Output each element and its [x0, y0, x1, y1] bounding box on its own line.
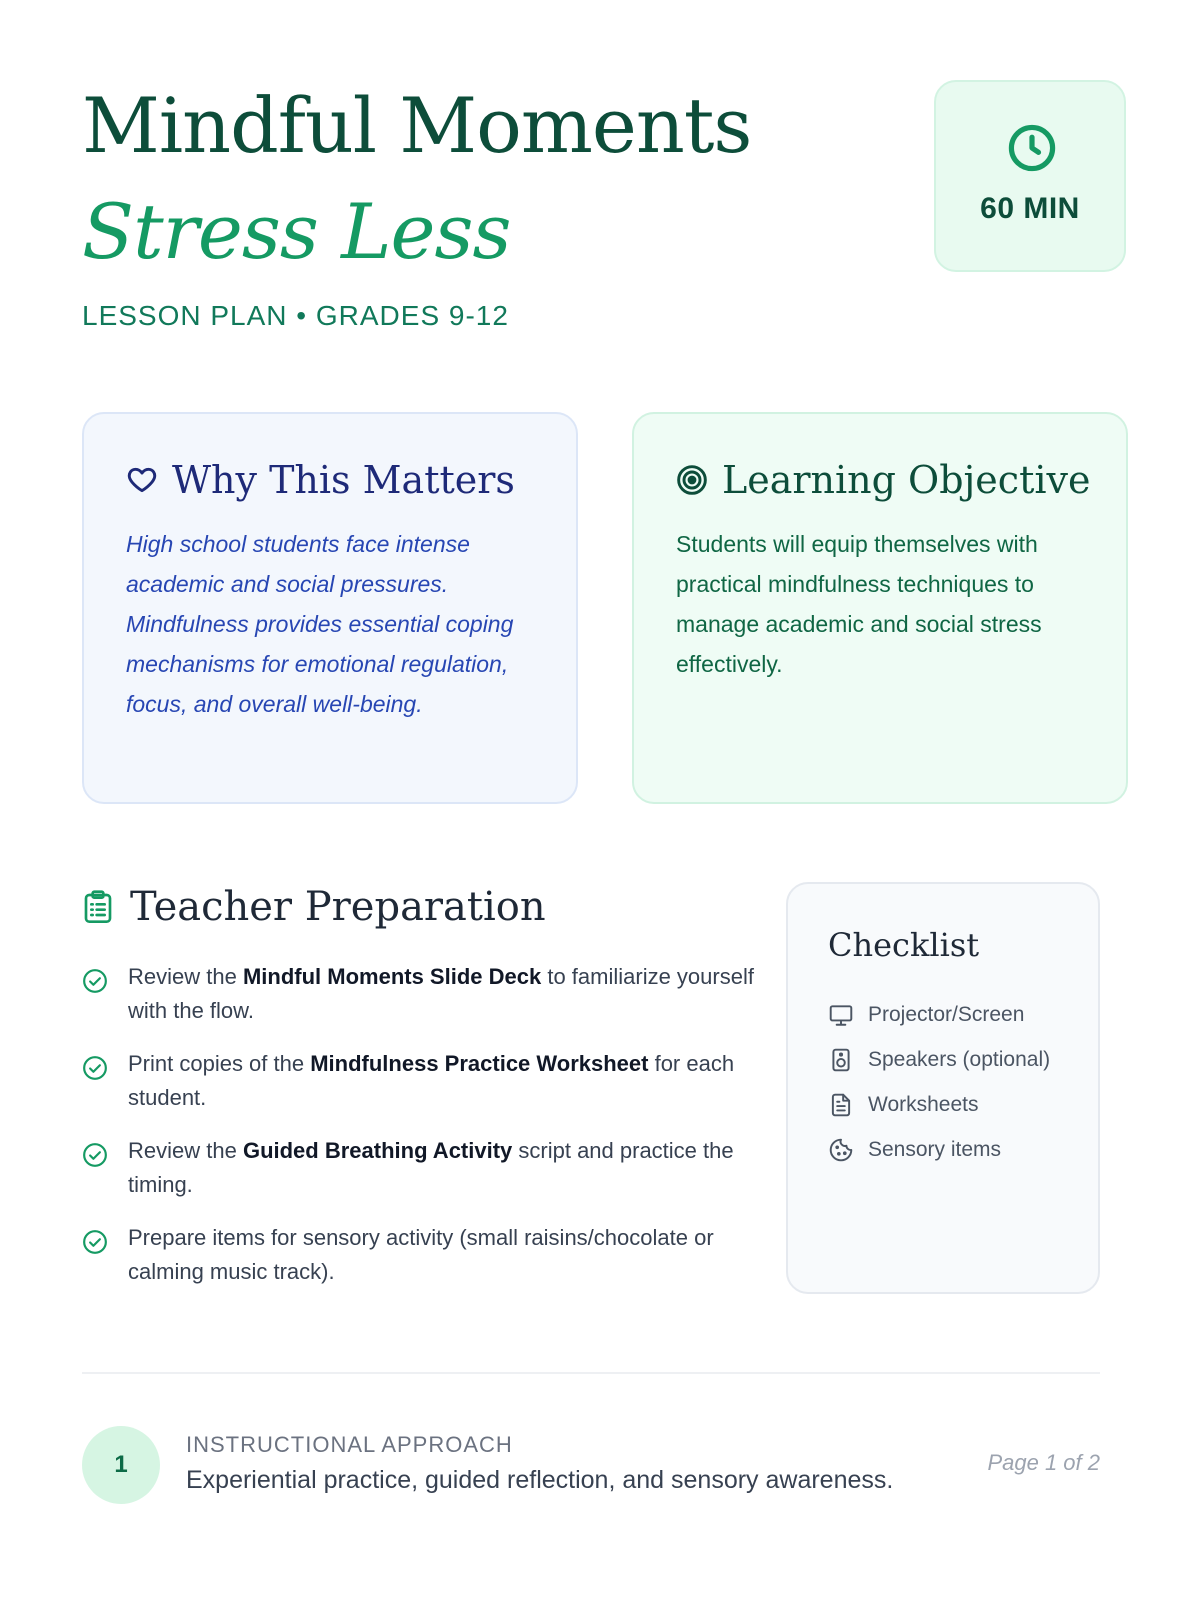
checklist — [828, 992, 1098, 1172]
why-this-matters-card — [82, 412, 578, 804]
why-this-matters-title: Why This Matters — [172, 458, 515, 502]
learning-objective-body: Students will equip themselves with practical mindfulness techniques to manage academic and social stress effectively. — [676, 531, 1042, 677]
list-item: Review the Guided Breathing Activity script and practice the timing. — [82, 1134, 772, 1202]
checklist-title: Checklist — [828, 926, 980, 964]
checklist-item: Speakers (optional) — [828, 1037, 1098, 1082]
check-circle-icon — [82, 1055, 108, 1081]
checklist-card — [786, 882, 1100, 1294]
lesson-meta: LESSON PLAN • GRADES 9-12 — [82, 300, 509, 331]
document-icon — [828, 1092, 854, 1118]
step-number-badge: 1 — [82, 1426, 160, 1504]
check-circle-icon — [82, 968, 108, 994]
duration-label: 60 MIN — [980, 192, 1080, 225]
footer-divider — [82, 1372, 1100, 1374]
checklist-item: Projector/Screen — [828, 992, 1098, 1037]
duration-badge — [934, 80, 1126, 272]
page-number: Page 1 of 2 — [987, 1450, 1100, 1475]
learning-objective-heading — [676, 458, 1091, 502]
why-this-matters-body: High school students face intense academic and social pressures. Mindfulness provides essential coping mechanisms for emotional regulation, focus, and overall well-being. — [126, 531, 514, 717]
list-item: Print copies of the Mindfulness Practice Worksheet for each student. — [82, 1047, 772, 1115]
lesson-plan-page — [82, 0, 1130, 1600]
list-item: Review the Mindful Moments Slide Deck to familiarize yourself with the flow. — [82, 960, 772, 1028]
target-icon — [676, 464, 708, 496]
why-this-matters-heading — [126, 458, 536, 502]
clock-icon — [1006, 122, 1058, 174]
page-title: Mindful Moments — [82, 81, 752, 170]
approach-text: Experiential practice, guided reflection, and sensory awareness. — [186, 1466, 894, 1494]
clipboard-icon — [82, 889, 114, 925]
checklist-item: Sensory items — [828, 1127, 1098, 1172]
page-subtitle-title: Stress Less — [82, 187, 511, 276]
cookie-icon — [828, 1137, 854, 1163]
teacher-preparation-heading — [82, 884, 546, 930]
checklist-item: Worksheets — [828, 1082, 1098, 1127]
check-circle-icon — [82, 1229, 108, 1255]
learning-objective-card — [632, 412, 1128, 804]
approach-label: INSTRUCTIONAL APPROACH — [186, 1432, 513, 1457]
monitor-icon — [828, 1002, 854, 1028]
speaker-icon — [828, 1047, 854, 1073]
list-item: Prepare items for sensory activity (small raisins/chocolate or calming music track). — [82, 1221, 772, 1289]
heart-icon — [126, 464, 158, 496]
preparation-list — [82, 960, 772, 1308]
check-circle-icon — [82, 1142, 108, 1168]
teacher-preparation-title: Teacher Preparation — [130, 884, 546, 930]
learning-objective-title: Learning Objective — [722, 458, 1091, 502]
